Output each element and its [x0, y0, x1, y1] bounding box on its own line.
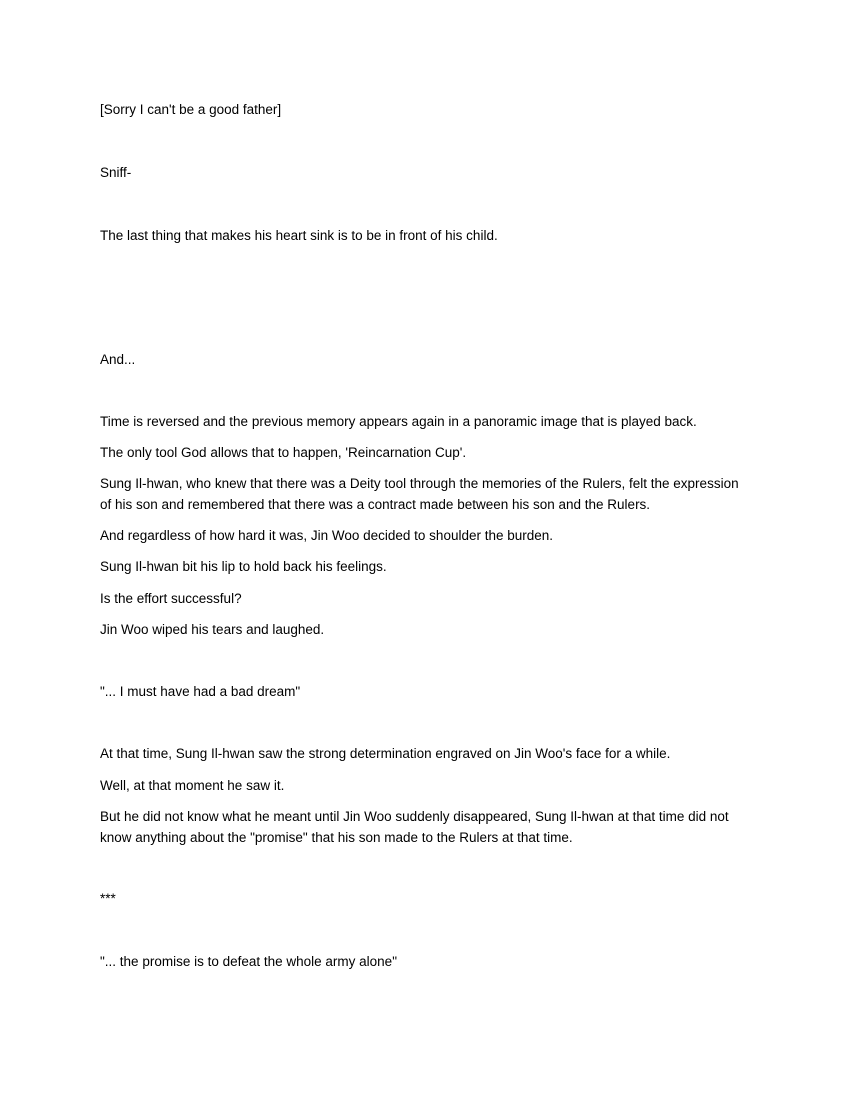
- paragraph-heart-sink: The last thing that makes his heart sink is to be in front of his child.: [100, 228, 498, 243]
- paragraph-only-tool: The only tool God allows that to happen, 'Reincarnation Cup'.: [100, 445, 467, 460]
- paragraph-bad-dream: "... I must have had a bad dream": [100, 684, 301, 699]
- paragraph-effort: Is the effort successful?: [100, 591, 242, 606]
- paragraph-defeat-army: "... the promise is to defeat the whole army alone": [100, 954, 397, 969]
- paragraph-promise: But he did not know what he meant until Jin Woo suddenly disappeared, Sung Il-hwan at that time did not know anything about the "promise" that his son made to the Rulers at that time.: [100, 809, 729, 845]
- paragraph-saw-it: Well, at that moment he saw it.: [100, 778, 285, 793]
- paragraph-and: And...: [100, 352, 136, 367]
- paragraph-sniff: Sniff-: [100, 165, 132, 180]
- paragraph-burden: And regardless of how hard it was, Jin Woo decided to shoulder the burden.: [100, 528, 554, 543]
- paragraph-wiped-tears: Jin Woo wiped his tears and laughed.: [100, 622, 325, 637]
- paragraph-sorry: [Sorry I can't be a good father]: [100, 102, 282, 117]
- paragraph-determination: At that time, Sung Il-hwan saw the strong determination engraved on Jin Woo's face for a while.: [100, 746, 671, 761]
- paragraph-bit-lip: Sung Il-hwan bit his lip to hold back his feelings.: [100, 559, 387, 574]
- paragraph-sung-il-hwan-knew: Sung Il-hwan, who knew that there was a Deity tool through the memories of the Rulers, felt the expression of his son and remembered that there was a contract made between his son and the Rulers.: [100, 476, 739, 512]
- section-divider: ***: [100, 891, 116, 906]
- paragraph-time-reversed: Time is reversed and the previous memory appears again in a panoramic image that is played back.: [100, 414, 697, 429]
